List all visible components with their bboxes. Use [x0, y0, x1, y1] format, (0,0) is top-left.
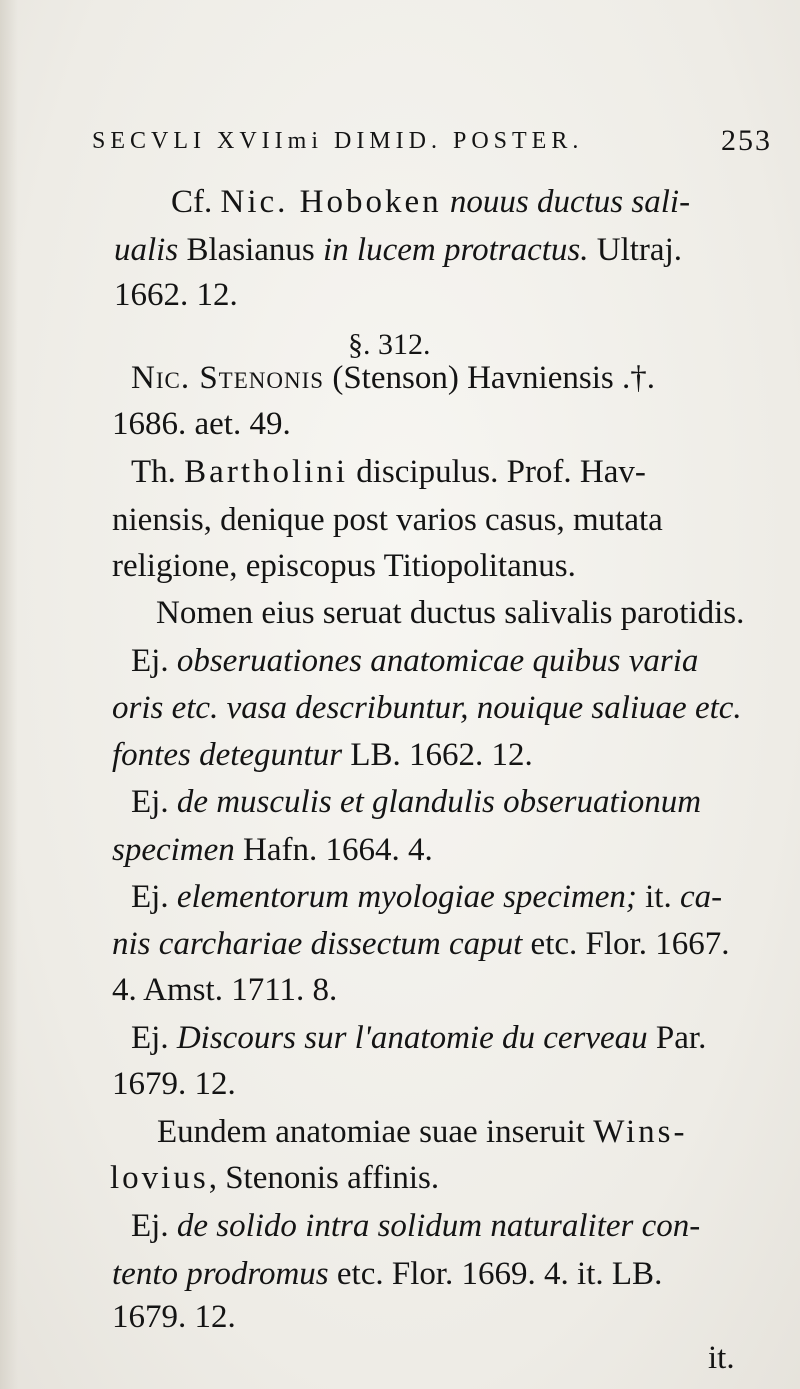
text-line: 4. Amst. 1711. 8.	[112, 972, 338, 1008]
text-line: Cf. Nic. Hoboken nouus ductus sali-	[171, 184, 691, 220]
text-line: fontes deteguntur LB. 1662. 12.	[112, 737, 533, 773]
text-line: niensis, denique post varios casus, mutata	[112, 502, 663, 538]
text-line: religione, episcopus Titiopolitanus.	[112, 548, 576, 584]
text-line: tento prodromus etc. Flor. 1669. 4. it. LB.	[112, 1256, 663, 1292]
text-line: 1686. aet. 49.	[112, 406, 291, 442]
text-line: oris etc. vasa describuntur, nouique saliuae etc.	[112, 690, 742, 726]
text-line: Ej. de musculis et glandulis obseruationum	[131, 784, 702, 820]
text-line: Th. Bartholini discipulus. Prof. Hav-	[131, 454, 646, 490]
running-head-title: SECVLI XVIImi DIMID. POSTER.	[92, 128, 584, 154]
text-line: 1679. 12.	[112, 1066, 236, 1102]
text-line: Ej. de solido intra solidum naturaliter con-	[131, 1208, 701, 1244]
page-binding-shadow	[0, 0, 18, 1389]
text-line: Nomen eius seruat ductus salivalis parotidis.	[156, 595, 745, 631]
section-heading: §. 312.	[348, 328, 431, 361]
text-line: 1662. 12.	[114, 277, 238, 313]
catchword: it.	[708, 1340, 735, 1376]
page-number: 253	[721, 124, 772, 157]
text-line: ualis Blasianus in lucem protractus. Ultraj.	[114, 232, 682, 268]
text-line: 1679. 12.	[112, 1299, 236, 1335]
text-line: specimen Hafn. 1664. 4.	[112, 832, 433, 868]
text-line: nis carchariae dissectum caput etc. Flor. 1667.	[112, 926, 730, 962]
text-line: Ej. elementorum myologiae specimen; it. ca-	[131, 879, 723, 915]
running-head	[92, 124, 772, 157]
text-line: Ej. Discours sur l'anatomie du cerveau Par.	[131, 1020, 707, 1056]
text-line: Ej. obseruationes anatomicae quibus varia	[131, 643, 699, 679]
text-line: lovius, Stenonis affinis.	[110, 1160, 440, 1196]
text-line: Nic. Stenonis (Stenson) Havniensis .†.	[131, 360, 655, 396]
text-line: Eundem anatomiae suae inseruit Wins-	[157, 1114, 688, 1150]
